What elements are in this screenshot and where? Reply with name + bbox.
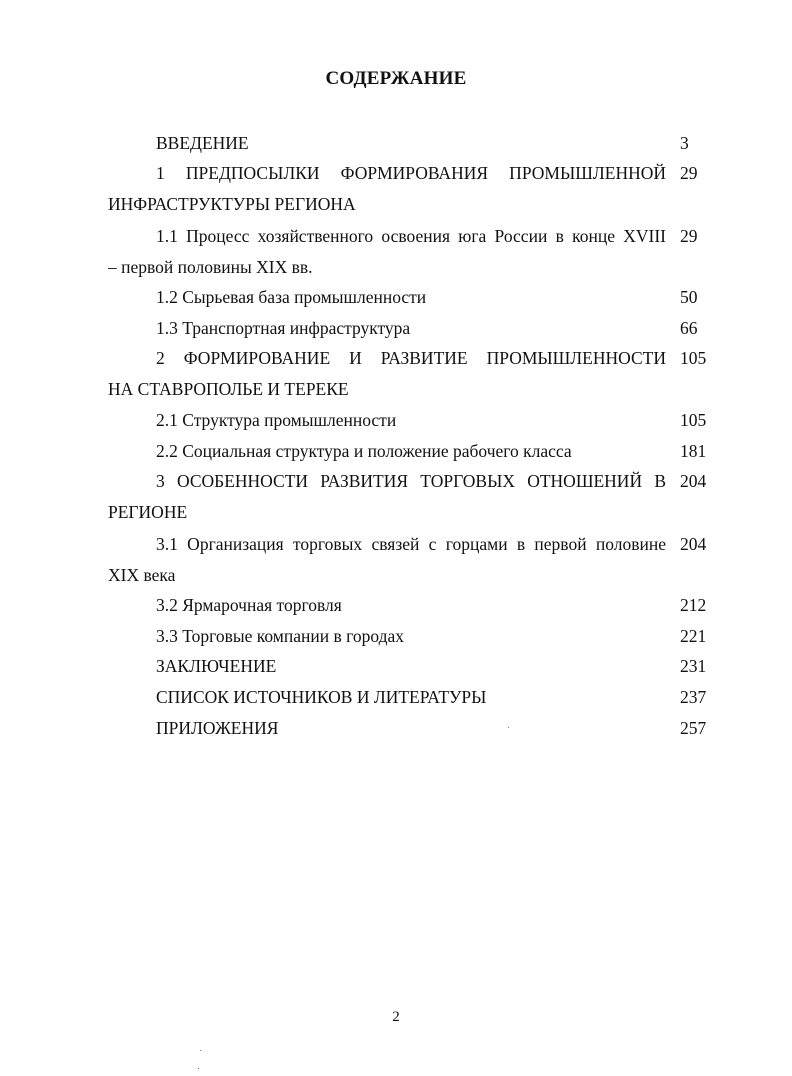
toc-entry-appendices: ПРИЛОЖЕНИЯ xyxy=(156,718,279,738)
toc-page-number: 105 xyxy=(680,348,707,368)
toc-page-number: 66 xyxy=(680,318,698,338)
toc-page-number: 105 xyxy=(680,410,707,430)
toc-entry-section-3-3: 3.3 Торговые компании в городах xyxy=(156,626,405,646)
toc-entry-conclusion: ЗАКЛЮЧЕНИЕ xyxy=(156,656,277,676)
toc-entry-chapter-3: 3 ОСОБЕННОСТИ РАЗВИТИЯ ТОРГОВЫХ ОТНОШЕНИЙ В xyxy=(156,471,666,491)
toc-page-number: 29 xyxy=(680,226,698,246)
toc-entry-section-3-2: 3.2 Ярмарочная торговля xyxy=(156,595,342,615)
toc-page-number: 3 xyxy=(680,133,689,153)
page-number: 2 xyxy=(392,1009,400,1025)
toc-page-number: 204 xyxy=(680,471,707,491)
toc-entry-section-1-3: 1.3 Транспортная инфраструктура xyxy=(156,318,411,338)
scan-speck xyxy=(200,1050,201,1051)
toc-entry-section-2-2: 2.2 Социальная структура и положение рабочего класса xyxy=(156,441,572,461)
toc-entry-references: СПИСОК ИСТОЧНИКОВ И ЛИТЕРАТУРЫ xyxy=(156,687,487,707)
page-title: СОДЕРЖАНИЕ xyxy=(325,68,467,89)
toc-page-number: 231 xyxy=(680,656,707,676)
toc-entry-introduction: ВВЕДЕНИЕ xyxy=(156,133,249,153)
toc-entry-section-1-1-cont: – первой половины XIX вв. xyxy=(108,257,313,277)
toc-page-number: 204 xyxy=(680,534,707,554)
toc-entry-chapter-2-cont: НА СТАВРОПОЛЬЕ И ТЕРЕКЕ xyxy=(108,379,349,399)
toc-entry-chapter-2: 2 ФОРМИРОВАНИЕ И РАЗВИТИЕ ПРОМЫШЛЕННОСТИ xyxy=(156,348,666,368)
toc-entry-chapter-1: 1 ПРЕДПОСЫЛКИ ФОРМИРОВАНИЯ ПРОМЫШЛЕННОЙ xyxy=(156,163,666,183)
toc-entry-section-3-1-cont: XIX века xyxy=(108,565,176,585)
toc-page-number: 29 xyxy=(680,163,698,183)
scan-speck xyxy=(508,727,509,728)
toc-entry-section-2-1: 2.1 Структура промышленности xyxy=(156,410,397,430)
toc-page-number: 237 xyxy=(680,687,707,707)
toc-page-number: 181 xyxy=(680,441,707,461)
toc-page-number: 257 xyxy=(680,718,707,738)
toc-page-number: 221 xyxy=(680,626,707,646)
toc-page-number: 212 xyxy=(680,595,707,615)
toc-entry-chapter-1-cont: ИНФРАСТРУКТУРЫ РЕГИОНА xyxy=(108,194,356,214)
scan-speck xyxy=(198,1068,199,1069)
toc-entry-chapter-3-cont: РЕГИОНЕ xyxy=(108,502,188,522)
toc-entry-section-1-2: 1.2 Сырьевая база промышленности xyxy=(156,287,427,307)
toc-entry-section-3-1: 3.1 Организация торговых связей с горцами в первой половине xyxy=(156,534,666,554)
toc-entry-section-1-1: 1.1 Процесс хозяйственного освоения юга России в конце XVIII xyxy=(156,226,666,246)
toc-page-number: 50 xyxy=(680,287,698,307)
